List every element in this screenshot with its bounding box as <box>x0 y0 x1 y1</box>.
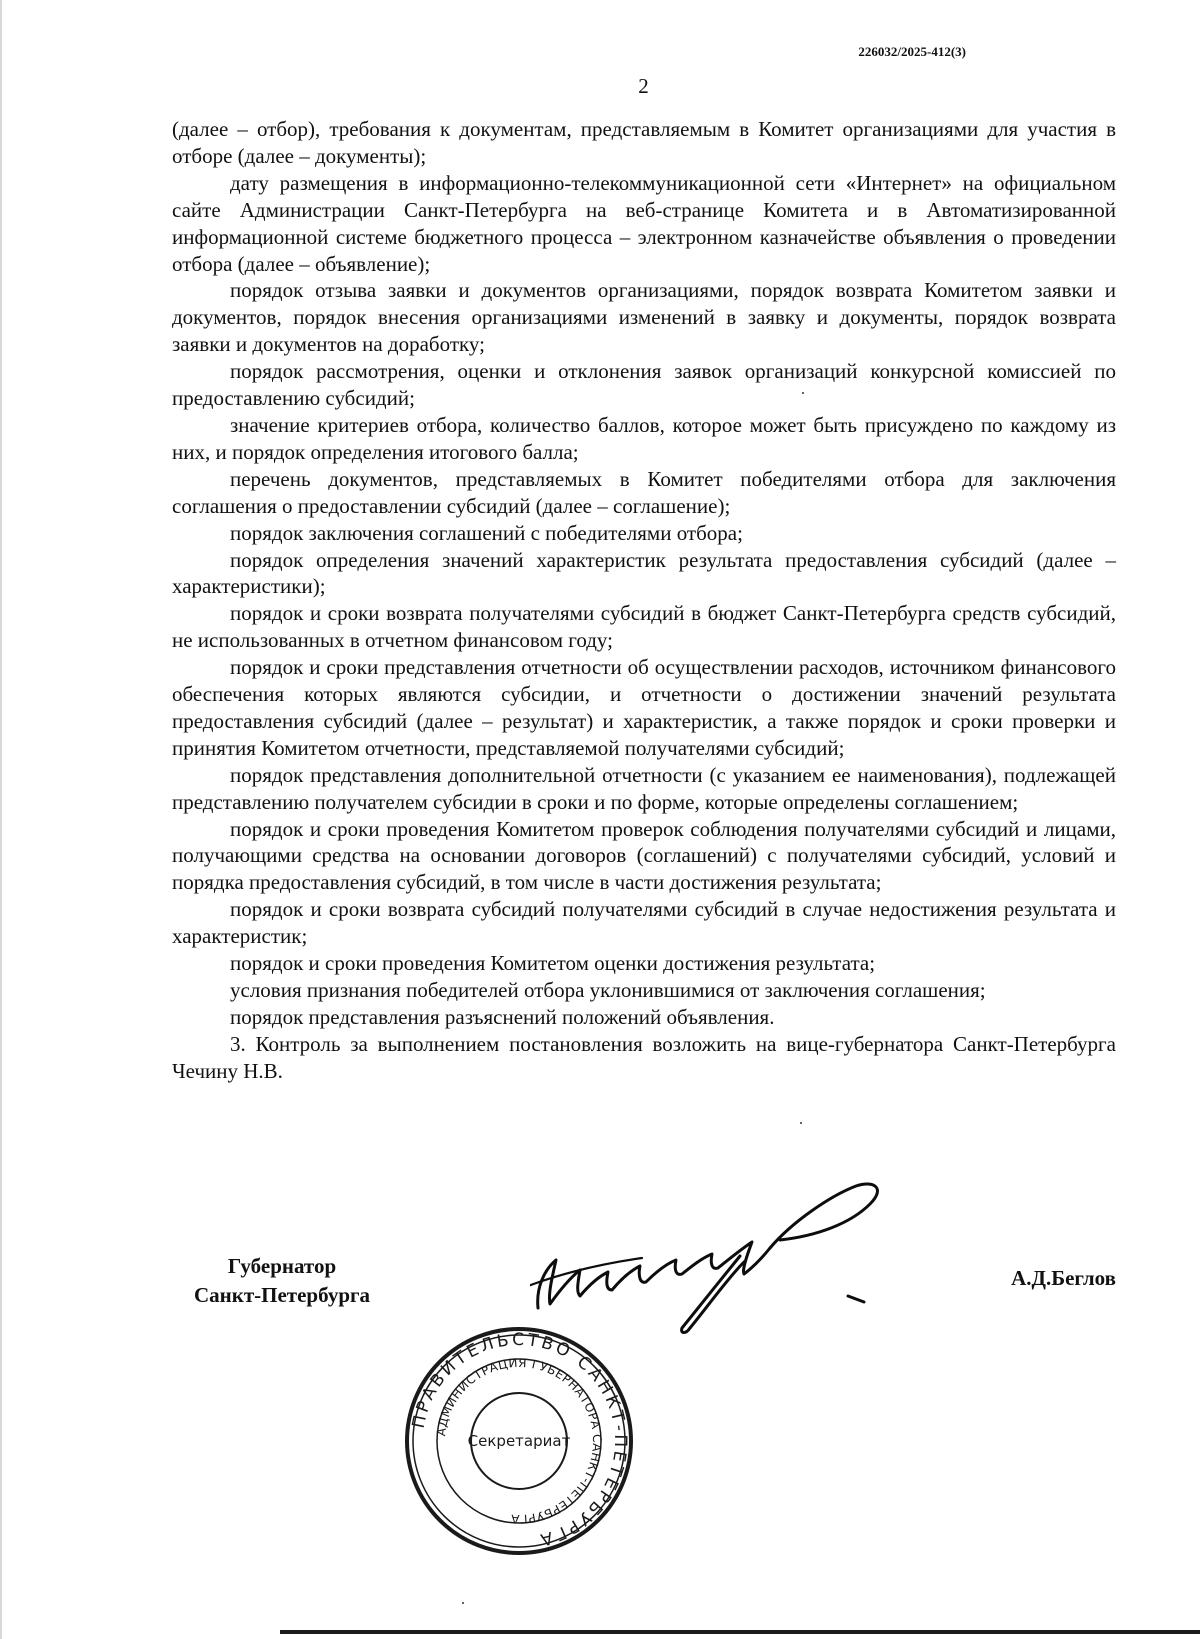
seal-center-text: Секретариат <box>467 1432 571 1450</box>
paragraph: порядок и сроки возврата субсидий получателями субсидий в случае недостижения результата и характеристик; <box>172 897 1116 949</box>
official-seal <box>403 1325 635 1557</box>
scan-speck <box>462 1602 464 1604</box>
scan-edge-bottom <box>280 1630 1200 1634</box>
paragraph: дату размещения в информационно-телекоммуникационной сети «Интернет» на официальном сайте Администрации Санкт-Петербурга на веб-странице Комитета и в Автоматизированной информационной системе бюджетного процесса – электронном казначействе объявления о проведении отбора (далее – объявление); <box>172 170 1116 276</box>
paragraph: перечень документов, представляемых в Комитет победителями отбора для заключения соглашения о предоставлении субсидий (далее – соглашение); <box>172 466 1116 518</box>
paragraph: порядок и сроки проведения Комитетом проверок соблюдения получателями субсидий и лицами, получающими средства на основании договоров (соглашений) с получателями субсидий, условий и порядка предоставления субсидий, в том числе в части достижения результата; <box>172 816 1116 895</box>
scan-edge-left <box>0 0 2 1639</box>
paragraph: порядок рассмотрения, оценки и отклонения заявок организаций конкурсной комиссией по предоставлению субсидий; <box>172 359 1116 411</box>
signatory-title <box>172 1252 392 1310</box>
paragraph: порядок и сроки возврата получателями субсидий в бюджет Санкт-Петербурга средств субсидий, не использованных в отчетном финансовом году; <box>172 601 1116 653</box>
paragraph: порядок заключения соглашений с победителями отбора; <box>230 520 743 545</box>
seal-outer-text: ПРАВИТЕЛЬСТВО САНКТ-ПЕТЕРБУРГА <box>408 1329 631 1551</box>
seal-inner-text: АДМИНИСТРАЦИЯ ГУБЕРНАТОРА САНКТ-ПЕТЕРБУРГА <box>434 1355 605 1527</box>
document-body <box>172 116 1116 1085</box>
paragraph-control-clause: 3. Контроль за выполнением постановления возложить на вице-губернатора Санкт-Петербурга Чечину Н.В. <box>172 1031 1116 1083</box>
scan-speck <box>800 1122 802 1124</box>
signatory-title-line2: Санкт-Петербурга <box>193 1283 371 1307</box>
paragraph: условия признания победителей отбора уклонившимися от заключения соглашения; <box>230 978 986 1002</box>
paragraph: порядок представления разъяснений положений объявления. <box>230 1004 775 1029</box>
signatory-name: А.Д.Беглов <box>1011 1266 1116 1290</box>
page-number: 2 <box>638 74 649 98</box>
signatory-title-line1: Губернатор <box>227 1254 337 1278</box>
paragraph: (далее – отбор), требования к документам, представляемым в Комитет организациями для участия в отборе (далее – документы); <box>172 117 1116 168</box>
paragraph: значение критериев отбора, количество баллов, которое может быть присуждено по каждому из них, и порядок определения итогового балла; <box>172 412 1116 464</box>
handwritten-signature <box>530 1178 910 1338</box>
paragraph: порядок представления дополнительной отчетности (с указанием ее наименования), подлежащей представлению получателем субсидии в сроки и по форме, которые определены соглашением; <box>172 762 1116 814</box>
paragraph: порядок отзыва заявки и документов организациями, порядок возврата Комитетом заявки и документов, порядок внесения организациями изменений в заявку и документы, порядок возврата заявки и документов на доработку; <box>172 278 1116 357</box>
paragraph: порядок и сроки представления отчетности об осуществлении расходов, источником финансового обеспечения которых являются субсидии, и отчетности о достижении значений результата предоставления субсидий (далее – результат) и характеристик, а также порядок и сроки проверки и принятия Комитетом отчетности, представляемой получателями субсидий; <box>172 655 1116 760</box>
paragraph: порядок определения значений характеристик результата предоставления субсидий (далее – характеристики); <box>172 547 1116 599</box>
scan-speck <box>802 392 804 394</box>
document-number: 226032/2025-412(3) <box>858 44 966 59</box>
paragraph: порядок и сроки проведения Комитетом оценки достижения результата; <box>230 951 876 976</box>
